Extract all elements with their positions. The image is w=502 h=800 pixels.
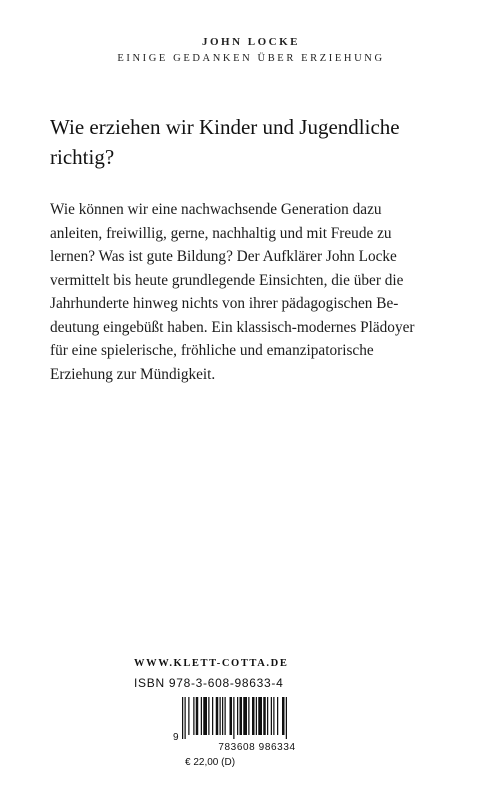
barcode-bar bbox=[277, 697, 278, 735]
blurb-line: für eine spielerische, fröhliche und emanzipatorische bbox=[50, 342, 374, 359]
barcode-bar bbox=[196, 697, 199, 735]
barcode-lead-digit: 9 bbox=[173, 732, 179, 743]
headline bbox=[50, 112, 470, 172]
barcode-bar bbox=[267, 697, 268, 735]
barcode-bar bbox=[240, 697, 243, 735]
blurb-line: Erziehung zur Mündigkeit. bbox=[50, 365, 216, 383]
author-name: JOHN LOCKE bbox=[201, 36, 301, 48]
barcode-bar bbox=[208, 697, 209, 735]
barcode-bar bbox=[282, 697, 285, 735]
barcode-bar bbox=[252, 697, 255, 735]
barcode-bar bbox=[237, 697, 238, 735]
barcode-bar bbox=[273, 697, 274, 735]
barcode-bar bbox=[182, 697, 183, 739]
blurb-line: anleiten, freiwillig, gerne, nachhaltig und mit Freude zu bbox=[50, 224, 392, 242]
barcode-bar bbox=[222, 697, 223, 735]
barcode-bar bbox=[220, 697, 221, 735]
barcode-bar bbox=[256, 697, 257, 735]
blurb-line: Jahrhunderte hinweg nichts von ihrer pädagogischen Be- bbox=[50, 295, 399, 312]
barcode-bar bbox=[230, 697, 233, 735]
barcode-bar bbox=[185, 697, 186, 739]
blurb-line: vermittelt bis heute grundlegende Einsichten, die über die bbox=[50, 271, 404, 289]
price-label: € 22,00 (D) bbox=[185, 757, 236, 768]
barcode-bar bbox=[225, 697, 226, 735]
barcode-bar bbox=[271, 697, 272, 735]
barcode-bar bbox=[243, 697, 247, 735]
blurb-paragraph bbox=[50, 198, 470, 386]
barcode-image bbox=[182, 697, 332, 739]
barcode-digits: 783608 986334 bbox=[218, 742, 296, 753]
barcode-bar bbox=[201, 697, 202, 735]
barcode-bar bbox=[233, 697, 234, 739]
barcode-bar bbox=[216, 697, 219, 735]
barcode-bar bbox=[248, 697, 249, 735]
barcode-bar bbox=[203, 697, 207, 735]
barcode-bar bbox=[286, 697, 287, 739]
barcode-bar bbox=[212, 697, 213, 735]
barcode-bar bbox=[263, 697, 266, 735]
isbn-label: ISBN 978-3-608-98633-4 bbox=[134, 676, 284, 690]
headline-line: richtig? bbox=[50, 145, 115, 169]
blurb-line: Wie können wir eine nachwachsende Generation dazu bbox=[50, 201, 382, 218]
barcode-bar bbox=[188, 697, 189, 735]
barcode-bar bbox=[258, 697, 262, 735]
blurb-line: lernen? Was ist gute Bildung? Der Aufklärer John Locke bbox=[50, 248, 397, 265]
blurb-line: deutung eingebüßt haben. Ein klassisch-modernes Plädoyer bbox=[50, 318, 415, 336]
publisher-url: WWW.KLETT-COTTA.DE bbox=[134, 658, 289, 669]
headline-line: Wie erziehen wir Kinder und Jugendliche bbox=[50, 115, 400, 139]
barcode-bar bbox=[193, 697, 194, 735]
book-title: EINIGE GEDANKEN ÜBER ERZIEHUNG bbox=[117, 53, 385, 64]
